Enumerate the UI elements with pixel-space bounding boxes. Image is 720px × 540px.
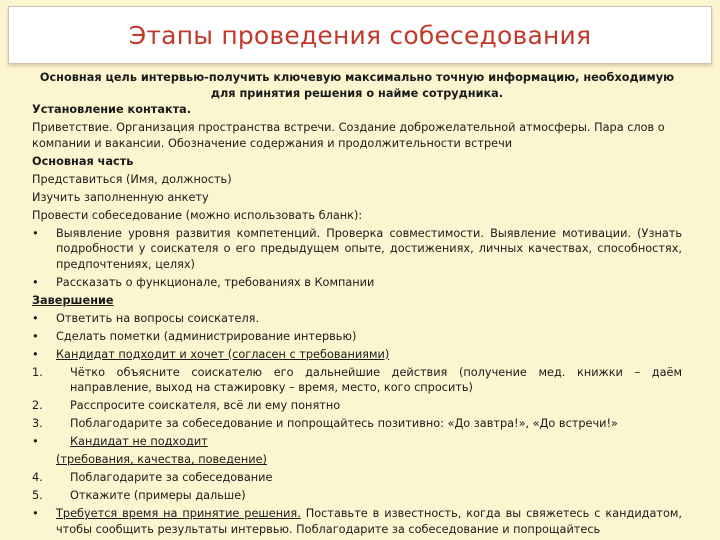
main-line: Провести собеседование (можно использовать бланк): [32,208,363,222]
list-item-text: Поблагодарите за собеседование [70,471,273,485]
list-item-text: Расспросите соискателя, всё ли ему понятно [70,399,341,413]
end-heading: Завершение [32,293,114,307]
list-item [32,275,682,291]
list-item-text: Откажите (примеры дальше) [70,489,246,503]
bullet-marker: • [32,275,39,289]
list-item [32,226,682,273]
list-marker: 4. [32,471,43,485]
list-item-text: Сделать пометки (администрирование интервью) [56,329,357,343]
list-marker: 5. [32,489,43,503]
list-item [32,329,682,345]
list-item-text: Кандидат подходит и хочет (согласен с требованиями) [56,347,390,361]
list-marker: 3. [32,417,43,431]
list-marker: • [32,347,39,361]
list-item-text-rest: Поставьте в известность, когда вы свяжетесь с кандидатом, чтобы сообщить результаты интервью. Поблагодарите за собеседование и попрощайтесь [56,507,682,536]
list-item [32,470,682,486]
page-title: Этапы проведения собеседования [128,20,592,50]
list-item-text: Чётко объясните соискателю его дальнейшие действия (получение мед. книжки – даём направление, выход на стажировку – время, место, кого спросить) [70,365,682,395]
list-item-text: Кандидат не подходит [70,435,208,449]
contact-heading: Установление контакта. [32,103,192,117]
list-marker: • [32,329,39,343]
list-item-text: Рассказать о функционале, требованиях в Компании [56,275,375,289]
list-item [32,347,682,363]
list-item-text-underlined: Требуется время на принятие решения. [56,507,301,521]
list-item [32,416,682,432]
main-line: Представиться (Имя, должность) [32,172,232,186]
contact-text: Приветствие. Организация пространства встречи. Создание доброжелательной атмосферы. Пара слов о компании и вакансии. Обозначение содержания и продолжительности встречи [32,121,665,150]
list-item [32,506,682,537]
list-item-text: Выявление уровня развития компетенций. Проверка совместимости. Выявление мотивации. (Узнать подробности у соискателя о его предыдущем опыте, достижениях, личных качествах, способностях, предпочтениях, целях) [56,226,682,271]
list-item [32,311,682,327]
list-item [32,398,682,414]
slide-content [32,70,682,540]
bullet-marker: • [32,507,39,521]
list-marker: 2. [32,399,43,413]
list-marker: • [32,311,39,325]
intro-text: Основная цель интервью-получить ключевую максимально точную информацию, необходимую для принятия решения о найме сотрудника. [39,71,675,100]
list-item-text: Поблагодарите за собеседование и попрощайтесь позитивно: «До завтра!», «До встречи!» [70,417,618,431]
list-marker: • [32,435,39,449]
list-item [32,434,682,450]
main-heading: Основная часть [32,154,134,168]
list-marker: 1. [32,365,43,379]
list-item [32,365,682,396]
list-item-text [56,506,682,537]
list-item [32,488,682,504]
title-box [8,6,712,64]
main-line: Изучить заполненную анкету [32,190,209,204]
bullet-marker: • [32,226,39,240]
list-item-continuation: (требования, качества, поведение) [56,453,267,467]
list-item-text: Ответить на вопросы соискателя. [56,311,260,325]
